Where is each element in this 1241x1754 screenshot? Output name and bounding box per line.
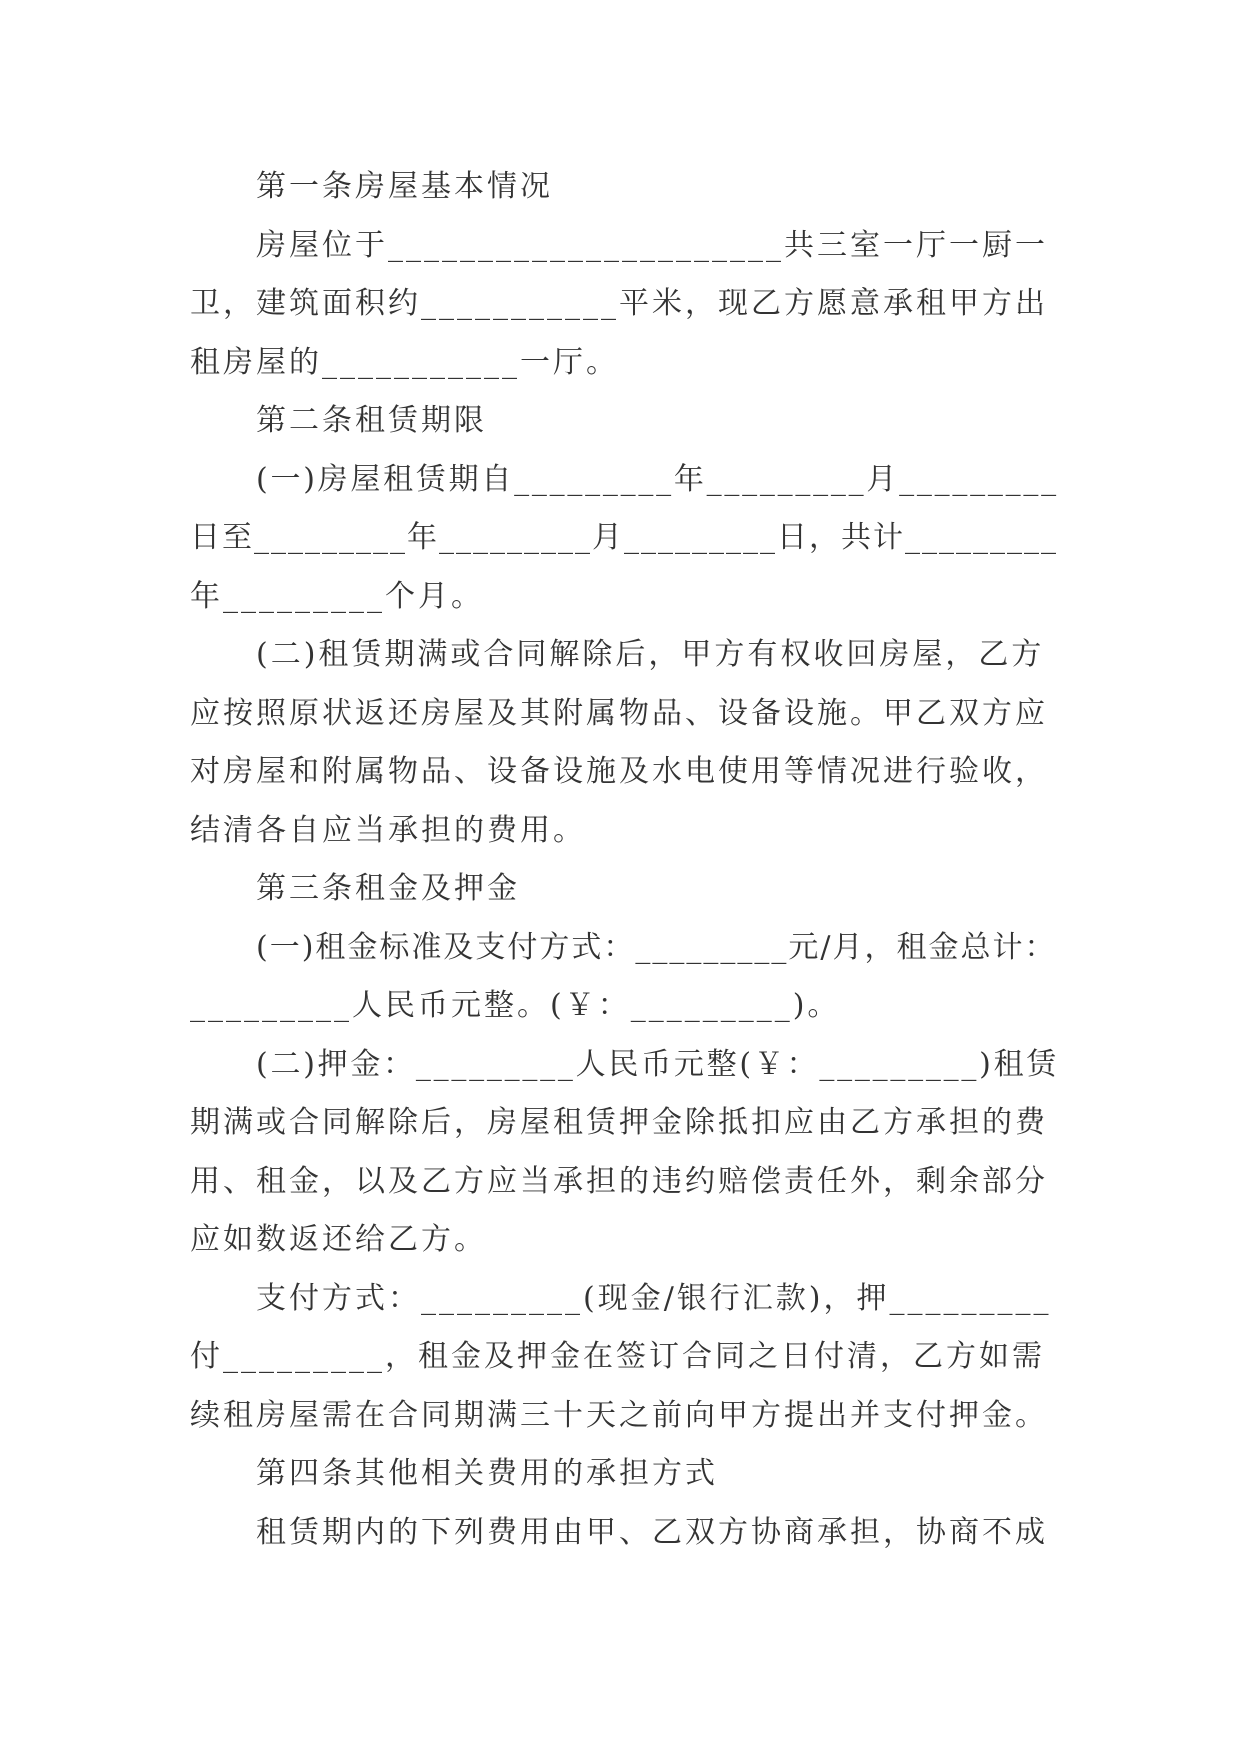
text-line: (一)房屋租赁期自_________年_________月_________ <box>256 461 1059 497</box>
text-line: 年_________个月。 <box>190 578 484 614</box>
text-line: 付_________，租金及押金在签订合同之日付清，乙方如需 <box>190 1339 1045 1374</box>
text-line: 租赁期内的下列费用由甲、乙双方协商承担，协商不成 <box>256 1514 1048 1550</box>
text-line: 应如数返还给乙方。 <box>190 1222 487 1257</box>
document-page <box>190 158 1058 1562</box>
text-line: 应按照原状返还房屋及其附属物品、设备设施。甲乙双方应 <box>190 695 1048 731</box>
text-line: 支付方式：_________(现金/银行汇款)，押_________ <box>256 1280 1052 1316</box>
text-line: (一)租金标准及支付方式：_________元/月，租金总计： <box>256 929 1057 965</box>
text-line: 租房屋的___________一厅。 <box>190 344 619 380</box>
text-line: 续租房屋需在合同期满三十天之前向甲方提出并支付押金。 <box>190 1397 1048 1433</box>
text-line: _________人民币元整。(￥：_________)。 <box>190 988 841 1023</box>
article-4-heading: 第四条其他相关费用的承担方式 <box>256 1456 718 1491</box>
article-1-heading: 第一条房屋基本情况 <box>256 169 553 204</box>
article-2-heading: 第二条租赁期限 <box>256 403 487 438</box>
text-line: 房屋位于______________________共三室一厅一厨一 <box>256 227 1048 263</box>
text-line: 期满或合同解除后，房屋租赁押金除抵扣应由乙方承担的费 <box>190 1105 1048 1140</box>
text-line: 日至_________年_________月_________日，共计_________ <box>190 520 1058 555</box>
text-line: (二)租赁期满或合同解除后，甲方有权收回房屋，乙方 <box>256 637 1045 672</box>
text-line: 结清各自应当承担的费用。 <box>190 812 586 848</box>
article-3-heading: 第三条租金及押金 <box>256 871 520 906</box>
text-line: 卫，建筑面积约___________平米，现乙方愿意承租甲方出 <box>190 286 1048 321</box>
text-line: 对房屋和附属物品、设备设施及水电使用等情况进行验收， <box>190 754 1048 789</box>
text-line: (二)押金：_________人民币元整(￥：_________)租赁 <box>256 1046 1060 1082</box>
text-line: 用、租金，以及乙方应当承担的违约赔偿责任外，剩余部分 <box>190 1163 1048 1199</box>
